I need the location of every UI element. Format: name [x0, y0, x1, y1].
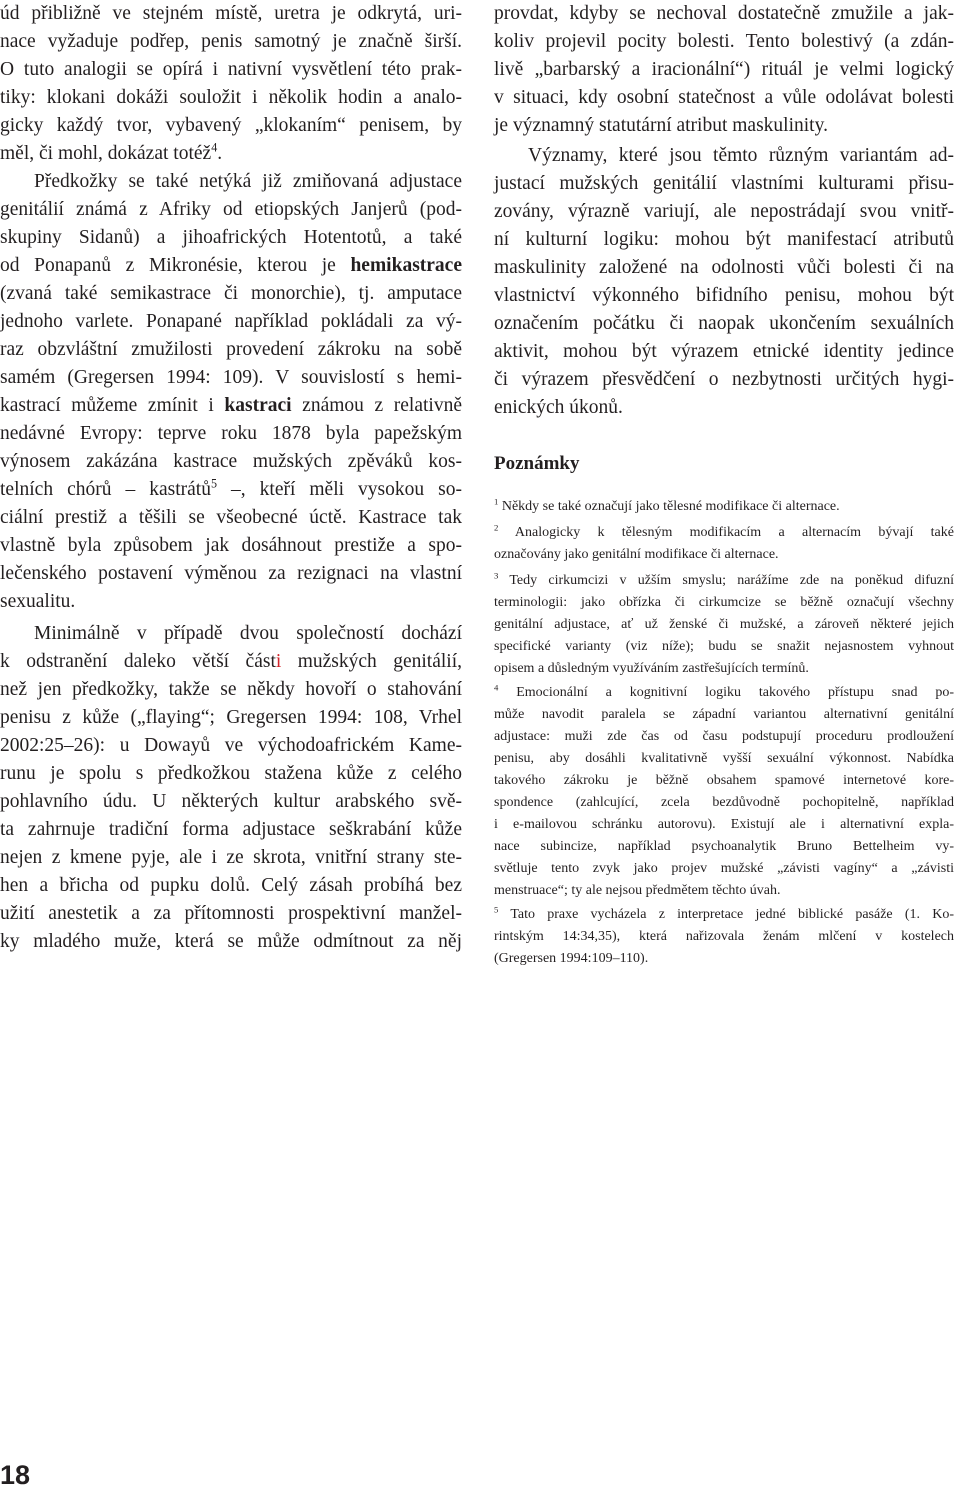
text-line: skupiny Sidanů) a jihoafrických Hotentotů, a také: [0, 227, 462, 248]
footnote-text: Tedy cirkumcizi v užším smyslu; narážíme zde na poněkud difuzní: [509, 573, 955, 588]
text-line: v situaci, kdy osobní statečnost a vůle odolávat bolesti: [494, 87, 954, 108]
footnote-3: [494, 570, 954, 592]
text-line: Minimálně v případě dvou společností dochází: [34, 623, 462, 644]
footnote-text: Někdy se také označují jako tělesné modifikace či alternace.: [501, 499, 840, 514]
text-line: tiky: klokani dokáži souložit i několik hodin a analo-: [0, 87, 462, 108]
footnote-line: takového zákroku je běžně obsahem spamové internetové kore-: [494, 773, 954, 788]
footnote-line: penisu, aby dosáhli kvalitativně vyšší sexuální výkonnost. Nabídka: [494, 751, 954, 766]
footnote-line: světluje tento zvyk jako projev mužské „závisti vagíny“ a „závisti: [494, 861, 954, 876]
text-line: [0, 252, 462, 280]
text-line: nace vyžaduje podřep, penis samotný je značně širší.: [0, 31, 462, 52]
footnote-line: označovány jako genitální modifikace či alternace.: [494, 547, 779, 562]
term-hemikastrace: hemikastrace: [350, 255, 462, 276]
text-fragment: od Ponapanů z Mikronésie, kterou je: [0, 255, 351, 276]
footnote-line: terminologii: jako obřízka či cirkumcize se běžně označují všechny: [494, 595, 954, 610]
footnote-text: Analogicky k tělesným modifikacím a alternacím bývají také: [514, 525, 954, 540]
text-fragment: .: [217, 143, 223, 164]
text-fragment: t: [270, 651, 276, 672]
footnote-line: specifické varianty (viz níže); budu se snažit nejasnostem vyhnout: [494, 639, 954, 654]
text-line: ní kulturní logiku: mohou být manifestací atributů: [494, 229, 954, 250]
text-fragment: známou z relativně: [291, 395, 462, 416]
footnote-line: rintským 14:34,35), která nařizovala ženám mlčení v kostelech: [494, 929, 954, 944]
text-line: lečenského postavení výměnou za rezignaci na vlastní: [0, 563, 462, 584]
text-line: genitálií známá z Afriky od etiopských Janjerů (pod-: [0, 199, 462, 220]
text-fragment: telních chórů – kastrátů: [0, 479, 211, 500]
text-line: [0, 392, 462, 420]
text-line: zovány, výrazně variují, ale nepostrádají svou vnitř-: [494, 201, 954, 222]
page-number: 18: [0, 1460, 31, 1490]
text-line: enických úkonů.: [494, 397, 623, 418]
footnote-text: Tato praxe vycházela z interpretace jedné biblické pasáže (1. Ko-: [510, 907, 955, 922]
footnote-line: nace subincize, například psychoanalytik Bruno Bettelheim vy-: [494, 839, 954, 854]
text-line: ta zahrnuje tradiční forma adjustace seškrabání kůže: [0, 819, 462, 840]
text-line: sexualitu.: [0, 591, 76, 612]
text-line: nedávné Evropy: teprve roku 1878 byla papežským: [0, 423, 462, 444]
text-fragment: k odstranění daleko větší čás: [0, 651, 271, 672]
footnote-text: Emocionální a kognitivní logiku takového přístupu snad po-: [516, 685, 955, 700]
footnote-number: 1: [494, 496, 499, 507]
term-kastrace: kastraci: [224, 395, 292, 416]
text-line: ciální prestiž a těšili se všeobecné úctě. Kastrace tak: [0, 507, 462, 528]
text-line: samém (Gregersen 1994: 109). V souvislostí s hemi-: [0, 367, 462, 388]
notes-heading: Poznámky: [494, 453, 580, 474]
text-line: Významy, které jsou těmto různým variantám ad-: [528, 145, 954, 166]
text-fragment: kastrací můžeme zmínit i: [0, 395, 225, 416]
footnote-number: 5: [494, 904, 499, 915]
text-line: provdat, kdyby se nechoval dostatečně zmužile a jak-: [494, 3, 954, 24]
footnote-number: 3: [494, 570, 499, 581]
footnote-line: spondence (zahlcující, zcela bezdůvodně pochopitelně, například: [494, 795, 954, 810]
text-fragment: mužských genitálií,: [281, 651, 462, 672]
text-line: či výrazem přesvědčení o nezbytnosti určitých hygi-: [494, 369, 954, 390]
text-line: runu je spolu s předkožkou stažena kůže z celého: [0, 763, 462, 784]
text-line: [0, 140, 462, 168]
footnote-ref[interactable]: 4: [211, 140, 218, 155]
footnote-1: [494, 496, 954, 518]
footnote-line: může navodit paralela se západní variantou alternativní genitální: [494, 707, 954, 722]
footnote-line: i e-mailovou schránku autorovu). Existují ale i alternativní expla-: [494, 817, 954, 832]
text-line: 2002:25–26): u Dowayů ve východoafrickém Kame-: [0, 735, 462, 756]
footnote-5: [494, 904, 954, 926]
footnote-4: [494, 682, 954, 704]
footnote-line: menstruace“; ty ale nejsou předmětem těchto úvah.: [494, 883, 781, 898]
footnote-2: [494, 522, 954, 544]
text-line: je významný statutární atribut maskulinity.: [494, 115, 828, 136]
text-line: pohlavního údu. U některých kultur arabského svě-: [0, 791, 462, 812]
text-line: livě „barbarský a iracionální“) rituál je velmi logický: [494, 59, 954, 80]
text-fragment: i: [275, 651, 282, 672]
text-fragment: –, kteří měli vysokou so-: [217, 479, 462, 500]
text-line: vlastnictví výkonného bifidního penisu, mohou být: [494, 285, 954, 306]
text-line: úd přibližně ve stejném místě, uretra je odkrytá, uri-: [0, 3, 462, 24]
footnote-line: adjustace: muži zde čas od času podstupují proceduru prodloužení: [494, 729, 954, 744]
text-line: (zvaná také semikastrace či monorchie), tj. amputace: [0, 283, 462, 304]
text-line: maskulinity založené na odolnosti vůči bolesti či na: [494, 257, 954, 278]
footnote-ref[interactable]: 5: [210, 476, 218, 491]
text-line: koliv projevil pocity bolesti. Tento bolestivý (a zdán-: [494, 31, 954, 52]
text-line: penisu z kůže („flaying“; Gregersen 1994: 108, Vrhel: [0, 707, 462, 728]
footnote-number: 4: [494, 682, 499, 693]
text-line: výnosem zakázána kastrace mužských zpěváků kos-: [0, 451, 462, 472]
text-line: [0, 476, 462, 504]
text-line: užití anestetik a za přítomnosti prospektivní manžel-: [0, 903, 462, 924]
text-line: raz obzvláštní zmužilosti provedení zákroku na sobě: [0, 339, 462, 360]
footnote-number: 2: [494, 522, 499, 533]
text-line: vlastně byla způsobem jak dosáhnout prestiže a spo-: [0, 535, 462, 556]
text-line: gicky každý tvor, vybavený „klokaním“ penisem, by: [0, 115, 462, 136]
text-line: Předkožky se také netýká již zmiňovaná adjustace: [34, 171, 462, 192]
text-line: označením počátku či naopak ukončením sexuálních: [494, 313, 954, 334]
text-line: justací mužských genitálií vlastními kulturami přisu-: [494, 173, 954, 194]
footnote-line: genitální adjustace, ať už ženské či mužské, a zároveň některé jejich: [494, 617, 954, 632]
text-line: jednoho varlete. Ponapané například pokládali za vý-: [0, 311, 462, 332]
text-line: než jen předkožky, takže se někdy hovoří o stahování: [0, 679, 462, 700]
text-line: hen a břicha od pupku dolů. Celý zásah probíhá bez: [0, 875, 462, 896]
text-line: nejen z kmene pyje, ale i ze skrota, vnitřní strany ste-: [0, 847, 462, 868]
text-line: aktivit, mohou být výrazem etnické identity jedince: [494, 341, 954, 362]
text-line: O tuto analogii se opírá i nativní vysvětlení této prak-: [0, 59, 462, 80]
text-line: ky mladého muže, která se může odmítnout za něj: [0, 931, 462, 952]
footnote-line: opisem a důsledným využíváním zastřešujících termínů.: [494, 661, 809, 676]
footnote-line: (Gregersen 1994:109–110).: [494, 951, 649, 966]
text-fragment: měl, či mohl, dokázat totéž: [0, 143, 212, 164]
text-line: [0, 648, 462, 676]
